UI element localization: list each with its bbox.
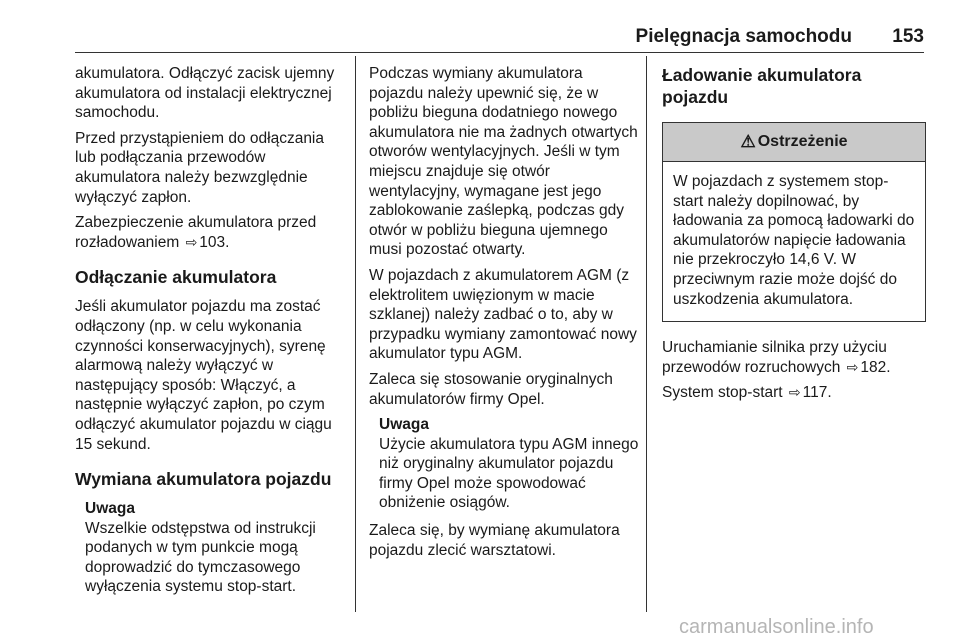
warning-box [662, 122, 926, 322]
paragraph: Zaleca się stosowanie oryginalnych akumulatorów firmy Opel. [369, 370, 613, 408]
warning-header [663, 123, 925, 162]
paragraph: Uruchamianie silnika przy użyciu przewodów rozruchowych ⇨ 182. [662, 339, 891, 376]
section-title: Pielęgnacja samochodu [635, 26, 852, 47]
paragraph: Zaleca się, by wymianę akumulatora pojazdu zlecić warsztatowi. [369, 522, 620, 559]
note-box [369, 415, 639, 513]
page-number: 153 [892, 26, 924, 47]
paragraph: Przed przystąpieniem do odłączania lub podłączania przewodów akumulatora należy bezwzględnie wyłączyć zapłon. [75, 129, 324, 206]
page-reference[interactable]: 117. [802, 384, 832, 402]
page-reference-arrow-icon: ⇨ [788, 384, 801, 401]
note-label: Uwaga [379, 416, 429, 434]
paragraph: Zabezpieczenie akumulatora przed rozładowaniem ⇨ 103. [75, 214, 317, 251]
paragraph: Jeśli akumulator pojazdu ma zostać odłączony (np. w celu wykonania czynności konserwacyjnych), syrenę alarmową należy wyłączyć w następujący sposób: Włączyć, a następnie wyłączyć zapłon, po czym odłączyć akumulator pojazdu w ciągu 15 sekund. [75, 298, 332, 453]
heading-charging: Ładowanie akumulatora pojazdu [662, 65, 862, 107]
heading-disconnect: Odłączanie akumulatora [75, 267, 277, 288]
warning-title: Ostrzeżenie [757, 133, 848, 151]
note-label: Uwaga [85, 500, 135, 518]
column-1 [75, 64, 345, 605]
paragraph: akumulatora. Odłączyć zacisk ujemny akumulatora od instalacji elektrycznej samochodu. [75, 65, 335, 122]
header-rule [75, 52, 924, 53]
column-divider-2 [646, 56, 647, 612]
paragraph: Podczas wymiany akumulatora pojazdu należy upewnić się, że w pobliżu bieguna dodatniego nowego akumulatora nie ma żadnych otwartych otworów wentylacyjnych. Jeśli w tym miejscu znajduje się otwór wentylacyjny, wymagane jest jego zablokowanie zaślepką, podczas gdy otwór w pobliżu bieguna ujemnego musi pozostać otwarty. [369, 65, 638, 259]
warning-body: W pojazdach z systemem stop-start należy dopilnować, by ładowania za pomocą ładowarki do akumulatorów napięcie ładowania nie przekroczyło 14,6 V. W przeciwnym razie może dojść do uszkodzenia akumulatora. [673, 173, 915, 308]
warning-voltage: 14,6 V. [789, 251, 838, 269]
note-text: Wszelkie odstępstwa od instrukcji podanych w tym punkcie mogą doprowadzić do tymczasowego wyłączenia systemu stop-start. [85, 519, 316, 596]
note-box [75, 499, 345, 597]
paragraph: System stop-start ⇨ 117. [662, 384, 832, 402]
note-text: Użycie akumulatora typu AGM innego niż oryginalny akumulator pojazdu firmy Opel może spowodować obniżenie osiągów. [379, 435, 639, 512]
paragraph: W pojazdach z akumulatorem AGM (z elektrolitem uwięzionym w macie szklanej) należy zadbać o to, aby w przypadku wymiany zamontować nowy akumulator typu AGM. [369, 266, 637, 363]
page-reference[interactable]: 182. [860, 358, 891, 376]
page-header [75, 26, 924, 52]
column-2 [369, 64, 639, 566]
watermark: carmanualsonline.info [679, 616, 874, 638]
page-reference-arrow-icon: ⇨ [846, 358, 859, 375]
heading-replace: Wymiana akumulatora pojazdu [75, 469, 332, 490]
column-divider-1 [355, 56, 356, 612]
page-reference-arrow-icon: ⇨ [185, 233, 198, 250]
column-3 [662, 64, 926, 409]
warning-triangle-icon: ⚠ [740, 132, 756, 152]
page-reference[interactable]: 103. [199, 233, 230, 251]
